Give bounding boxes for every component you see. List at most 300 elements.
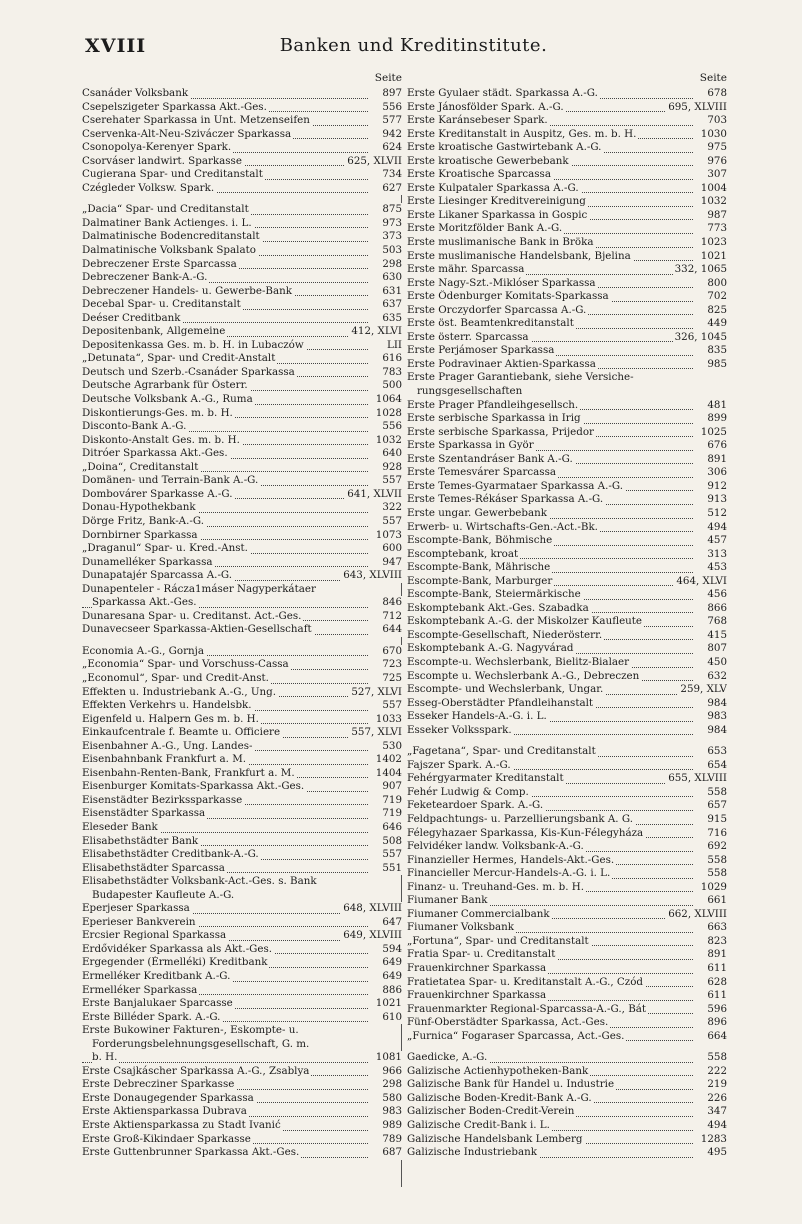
index-entry — [407, 548, 727, 562]
index-entry — [82, 542, 402, 556]
entry-name: Erste Aktiensparkassa Dubrava — [82, 1105, 247, 1118]
entry-name: Eisenstädter Bezirkssparkasse — [82, 793, 243, 806]
page-reference: 896 — [707, 1016, 727, 1029]
dot-leader — [82, 1062, 368, 1063]
page-reference: 558 — [707, 853, 727, 866]
index-entry — [82, 325, 402, 339]
entry-name: Elisabethstädter Sparcassa — [82, 861, 225, 874]
entry-name: „Furnica“ Fogaraser Sparcassa, Act.-Ges. — [407, 1029, 625, 1042]
page-reference: 456 — [707, 588, 727, 601]
index-entry — [407, 168, 727, 182]
page-reference: 719 — [382, 807, 402, 820]
entry-name: Dunapatajér Sparcassa A.-G. — [82, 569, 233, 582]
entry-name: Erste Liesinger Kreditvereinigung — [407, 195, 586, 208]
page-reference: 989 — [382, 1119, 402, 1132]
page-reference: 596 — [707, 1002, 727, 1015]
index-entry — [407, 399, 727, 413]
entry-name: Erste Guttenbrunner Sparkassa Akt.-Ges. — [82, 1146, 300, 1159]
entry-name: Escompte-Gesellschaft, Niederösterr. — [407, 628, 603, 641]
index-entry — [82, 1011, 402, 1025]
entry-name: Galizische Bank für Handel u. Industrie — [407, 1078, 615, 1091]
index-entry — [82, 155, 402, 169]
entry-name: Eisenbahnbank Frankfurt a. M. — [82, 753, 247, 766]
entry-name: Erste Banjalukaer Sparcasse — [82, 997, 233, 1010]
page-reference: 1028 — [375, 406, 402, 419]
page-reference: 415 — [707, 628, 727, 641]
entry-name: Escompte-Bank, Steiermärkische — [407, 588, 581, 601]
page-reference: 823 — [707, 934, 727, 947]
page-reference: 768 — [707, 615, 727, 628]
page-reference: 557 — [382, 514, 402, 527]
index-entry — [82, 285, 402, 299]
page-reference: 1073 — [375, 528, 402, 541]
index-entry — [82, 1065, 402, 1079]
entry-name: Einkaufcentrale f. Beamte u. Officiere — [82, 726, 281, 739]
index-entry — [407, 745, 727, 759]
entry-name: Escompte- und Wechslerbank, Ungar. — [407, 683, 604, 696]
index-entry — [407, 629, 727, 643]
page-reference: 627 — [382, 181, 402, 194]
entry-name: Eskomptebank Akt.-Ges. Szabadka — [407, 601, 589, 614]
index-entry — [82, 271, 402, 285]
index-entry — [407, 101, 727, 115]
index-entry — [407, 827, 727, 841]
page-reference: 494 — [707, 520, 727, 533]
index-entry — [82, 128, 402, 142]
entry-name: Ermelléker Kreditbank A.-G. — [82, 970, 231, 982]
page-reference: 875 — [382, 203, 402, 216]
index-entry — [82, 645, 402, 659]
index-entry — [82, 780, 402, 794]
entry-name: Erste serbische Sparkassa in Irig — [407, 412, 581, 425]
page-reference: 678 — [707, 87, 727, 99]
page-reference: 1021 — [700, 249, 727, 262]
entry-name: „Doina“, Creditanstalt — [82, 460, 199, 473]
page-reference: 1004 — [700, 181, 727, 194]
entry-name: Fratia Spar- u. Creditanstalt — [407, 948, 556, 961]
entry-name: Esseker Volksspark. — [407, 723, 512, 736]
page-reference: 891 — [707, 948, 727, 961]
page-reference: 1064 — [375, 393, 402, 406]
index-entry — [407, 263, 727, 277]
page-reference: 655, XLVIII — [668, 772, 727, 785]
page-reference: 976 — [707, 154, 727, 167]
page-reference: 556 — [382, 420, 402, 433]
page-reference: 825 — [707, 303, 727, 316]
index-entry — [407, 195, 727, 209]
index-entry — [407, 507, 727, 521]
index-entry — [82, 1024, 402, 1038]
entry-name: Ercsier Regional Sparkassa — [82, 929, 227, 942]
entry-name: Erste muslimanische Handelsbank, Bjelina — [407, 249, 631, 262]
index-entry — [82, 943, 402, 957]
index-entry — [407, 453, 727, 467]
index-entry — [82, 461, 402, 475]
index-entry — [407, 615, 727, 629]
page-reference: 773 — [707, 222, 727, 235]
index-entry-continuation — [82, 889, 402, 903]
index-entry — [82, 168, 402, 182]
page-reference: 347 — [707, 1105, 727, 1118]
index-entry — [407, 561, 727, 575]
page-number: XVIII — [85, 35, 147, 57]
page-reference: 641, XLVII — [347, 487, 402, 500]
page-reference: 866 — [707, 601, 727, 614]
entry-name: Ergegender (Érmelléki) Kreditbank — [82, 956, 268, 969]
entry-name: Escompte-Bank, Mährische — [407, 561, 551, 574]
index-entry — [82, 529, 402, 543]
page-reference: 807 — [707, 642, 727, 655]
entry-name: Eigenfeld u. Halpern Ges m. b. H. — [82, 712, 259, 725]
index-entry — [407, 670, 727, 684]
entry-name: Csepelszigeter Sparkassa Akt.-Ges. — [82, 100, 267, 113]
index-entry — [407, 277, 727, 291]
index-entry — [407, 894, 727, 908]
index-entry — [82, 447, 402, 461]
index-entry — [407, 1119, 727, 1133]
index-entry — [82, 87, 402, 101]
index-entry — [407, 799, 727, 813]
page-reference: 1021 — [375, 997, 402, 1010]
index-entry — [82, 217, 402, 231]
entry-name: Erste Jánosfölder Spark. A.-G. — [407, 100, 564, 113]
index-entry — [407, 962, 727, 976]
entry-name: Dombovárer Sparkasse A.-G. — [82, 487, 233, 500]
index-entry — [407, 575, 727, 589]
page-reference: 891 — [707, 452, 727, 465]
entry-name: Erste mähr. Sparcassa — [407, 263, 525, 276]
entry-name: Félegyhazaer Sparkassa, Kis-Kun-Félegyháza — [407, 826, 644, 839]
index-entry — [82, 182, 402, 196]
entry-name: Debreczener Bank-A.-G. — [82, 271, 208, 284]
entry-name: Erste Kulpataler Sparkassa A.-G. — [407, 181, 579, 194]
entry-name: Diskontierungs-Ges. m. b. H. — [82, 406, 233, 419]
index-entry — [407, 1016, 727, 1030]
entry-name: Disconto-Bank A.-G. — [82, 420, 187, 433]
entry-name: Frauenkirchner Sparkassa — [407, 962, 547, 974]
page-reference: 628 — [707, 975, 727, 988]
page-reference: 1032 — [700, 195, 727, 208]
entry-name: Escompte u. Wechslerbank A.-G., Debreczen — [407, 669, 640, 682]
entry-name: Eperjeser Sparkassa — [82, 902, 190, 915]
entry-name: „Dacia“ Spar- und Creditanstalt — [82, 203, 249, 216]
page-reference: 298 — [382, 257, 402, 270]
page-reference: 695, XLVIII — [668, 100, 727, 113]
entry-name: Fiumaner Bank — [407, 894, 488, 907]
page-reference: 611 — [707, 962, 727, 974]
page-reference: 657 — [707, 799, 727, 812]
index-entry — [82, 610, 402, 624]
entry-name: Dunaresana Spar- u. Creditanst. Act.-Ges. — [82, 609, 302, 622]
page-reference: 983 — [707, 710, 727, 723]
page-reference: 594 — [382, 942, 402, 955]
page-reference: 503 — [382, 244, 402, 257]
entry-name: Gaedicke, A.-G. — [407, 1051, 488, 1064]
entry-name: Fehérgyarmater Kreditanstalt — [407, 772, 564, 785]
entry-name: Elisabethstädter Bank — [82, 834, 199, 847]
entry-name: Erste öst. Beamtenkreditanstalt — [407, 317, 574, 330]
page-reference: 663 — [707, 921, 727, 934]
page-reference: 800 — [707, 276, 727, 289]
page-reference: 600 — [382, 542, 402, 555]
entry-name: Ditróer Sparkassa Akt.-Ges. — [82, 447, 228, 460]
index-entry — [82, 114, 402, 128]
index-entry — [407, 236, 727, 250]
entry-name: Effekten Verkehrs u. Handelsbk. — [82, 699, 252, 712]
index-entry — [407, 250, 727, 264]
page-reference: 580 — [382, 1091, 402, 1104]
entry-name: Galizische Boden-Kredit-Bank A.-G. — [407, 1091, 592, 1104]
index-entry — [407, 710, 727, 724]
entry-name: Galizischer Boden-Credit-Verein — [407, 1105, 575, 1118]
entry-name-continuation: Forderungsbelehnungsgesellschaft, G. m. — [92, 1037, 310, 1050]
index-entry — [407, 854, 727, 868]
entry-name: Erste Prager Pfandleihgesellsch. — [407, 398, 579, 411]
page-reference: 512 — [707, 506, 727, 519]
index-entry — [82, 658, 402, 672]
entry-name: Escompte-u. Wechslerbank, Bielitz-Bialaer — [407, 655, 630, 668]
entry-name: Esseker Handels-A.-G. i. L. — [407, 710, 547, 723]
page-reference: 662, XLVIII — [668, 907, 727, 920]
entry-name: Galizische Industriebank — [407, 1146, 537, 1159]
entry-name-continuation: Sparkassa Akt.-Ges. — [92, 596, 197, 609]
page-reference: 1030 — [700, 127, 727, 140]
entry-name: Deéser Creditbank — [82, 311, 181, 324]
index-entry — [82, 848, 402, 862]
index-entry — [82, 713, 402, 727]
entry-name: Erste Kreditanstalt in Auspitz, Ges. m. b. H. — [407, 127, 637, 140]
page-reference: 226 — [707, 1091, 727, 1104]
index-entry — [407, 840, 727, 854]
entry-name: Cservenka-Alt-Neu-Sziváczer Sparkassa — [82, 127, 292, 140]
index-entry — [407, 344, 727, 358]
index-entry — [407, 813, 727, 827]
index-entry — [407, 1146, 727, 1160]
page-reference: 306 — [707, 466, 727, 479]
page-reference: 966 — [382, 1064, 402, 1077]
page-reference: 611 — [707, 989, 727, 1002]
page-reference: 712 — [382, 609, 402, 622]
index-entry — [82, 488, 402, 502]
page-reference: 635 — [382, 311, 402, 324]
entry-name: Frauenmarkter Regional-Sparcassa-A.-G., Bát — [407, 1002, 647, 1015]
entry-name: Domänen- und Terrain-Bank A.-G. — [82, 474, 259, 487]
entry-name: Csonopolya-Kerenyer Spark. — [82, 141, 232, 154]
entry-name: Fünf-Oberstädter Sparkassa, Act.-Ges. — [407, 1016, 609, 1029]
page-reference: 886 — [382, 983, 402, 996]
page-reference: 649, XLVIII — [343, 929, 402, 942]
page-reference: 649 — [382, 970, 402, 982]
index-entry — [407, 304, 727, 318]
index-entry — [82, 393, 402, 407]
index-entry — [82, 203, 402, 217]
page-reference: 412, XLVI — [351, 325, 402, 338]
entry-name: Erste Temes-Gyarmataer Sparkassa A.-G. — [407, 479, 623, 492]
page-reference: 557, XLVI — [351, 726, 402, 739]
entry-name: Feketeardoer Spark. A.-G. — [407, 799, 544, 812]
entry-name: Eisenbahn-Renten-Bank, Frankfurt a. M. — [82, 766, 295, 779]
entry-name: „Economul“, Spar- und Credit-Anst. — [82, 671, 269, 684]
entry-name: b. H. — [92, 1051, 118, 1064]
page-reference: 644 — [382, 623, 402, 636]
index-entry — [407, 908, 727, 922]
page-reference: 453 — [707, 561, 727, 574]
entry-name-continuation: Budapester Kaufleute A.-G. — [92, 888, 235, 901]
index-entry — [407, 114, 727, 128]
entry-name: Finanzieller Hermes, Handels-Akt.-Ges. — [407, 853, 615, 866]
page-reference: 725 — [382, 671, 402, 684]
entry-name: Eperieser Bankverein — [82, 915, 196, 928]
entry-name: Erste Donaugegender Sparkassa — [82, 1091, 254, 1104]
page-reference: 298 — [382, 1078, 402, 1091]
page-reference: 719 — [382, 793, 402, 806]
index-entry — [407, 948, 727, 962]
entry-name: Donau-Hypothekbank — [82, 501, 196, 514]
entry-name: Erste Bukowiner Fakturen-, Eskompte- u. — [82, 1024, 299, 1037]
entry-name: Fiumaner Volksbank — [407, 921, 515, 934]
index-entry — [407, 1003, 727, 1017]
page-reference: 610 — [382, 1010, 402, 1023]
page-reference: 527, XLVI — [351, 685, 402, 698]
index-entry — [82, 956, 402, 970]
entry-name: Dornbirner Sparkassa — [82, 528, 198, 541]
page-reference: 973 — [382, 216, 402, 229]
page-reference: 983 — [382, 1105, 402, 1118]
index-entry — [407, 317, 727, 331]
page-reference: 632 — [707, 669, 727, 682]
entry-name: Effekten u. Industriebank A.-G., Ung. — [82, 685, 277, 698]
page-reference: 373 — [382, 230, 402, 243]
index-entry — [407, 989, 727, 1003]
entry-name: Feldpachtungs- u. Parzellierungsbank A. G. — [407, 812, 633, 825]
index-entry — [407, 493, 727, 507]
page-reference: 648, XLVIII — [343, 902, 402, 915]
index-entry — [407, 521, 727, 535]
page-reference: 322 — [382, 501, 402, 514]
index-entry — [82, 835, 402, 849]
entry-name: Eskomptebank A.-G. Nagyvárad — [407, 642, 574, 655]
index-entry — [407, 759, 727, 773]
index-column-right — [407, 70, 727, 1160]
page-reference: 558 — [707, 785, 727, 798]
entry-name: Fratietatea Spar- u. Kreditanstalt A.-G., Czód — [407, 975, 644, 988]
entry-name: Czégleder Volksw. Spark. — [82, 181, 215, 194]
page-reference: 703 — [707, 114, 727, 127]
index-entry — [82, 407, 402, 421]
entry-name: Eisenburger Komitats-Sparkassa Akt.-Ges. — [82, 780, 305, 793]
entry-name: Erste Nagy-Szt.-Miklóser Sparkassa — [407, 276, 596, 289]
index-entry — [82, 740, 402, 754]
page-reference: 1023 — [700, 236, 727, 249]
entry-name: „Draganul“ Spar- u. Kred.-Anst. — [82, 542, 248, 555]
index-entry — [82, 794, 402, 808]
entry-name: Dörge Fritz, Bank-A.-G. — [82, 514, 204, 527]
index-entry — [407, 480, 727, 494]
entry-name: Dunamelléker Sparkassa — [82, 555, 213, 568]
page-reference: 716 — [707, 826, 727, 839]
page-reference: 1404 — [375, 766, 402, 779]
page-reference: 1283 — [700, 1132, 727, 1145]
page-reference: 789 — [382, 1132, 402, 1145]
entry-name: Elisabethstädter Volksbank-Act.-Ges. s. Bank — [82, 875, 317, 888]
index-column-left — [82, 70, 402, 1160]
index-entry — [82, 902, 402, 916]
entry-name: Erste Szentandráser Bank A.-G. — [407, 452, 573, 465]
page-reference: 646 — [382, 820, 402, 833]
page-reference: 907 — [382, 780, 402, 793]
page-title: Banken und Kreditinstitute. — [279, 35, 548, 56]
entry-name: Erste Ödenburger Komitats-Sparkassa — [407, 290, 609, 303]
page-reference: 947 — [382, 555, 402, 568]
page-reference: 558 — [707, 867, 727, 880]
page-reference: 687 — [382, 1146, 402, 1159]
page-reference: 654 — [707, 758, 727, 771]
index-entry — [82, 474, 402, 488]
entry-name: Csanáder Volksbank — [82, 87, 189, 99]
index-entry — [82, 875, 402, 889]
entry-name: Eskomptebank A.-G. der Miskolzer Kaufleute — [407, 615, 643, 628]
page-reference: 481 — [707, 398, 727, 411]
entry-name: Fehér Ludwig & Comp. — [407, 785, 529, 798]
page-reference: 557 — [382, 474, 402, 487]
entry-name: Frauenkirchner Sparkassa — [407, 989, 547, 1002]
index-entry — [407, 222, 727, 236]
index-entry — [82, 230, 402, 244]
index-entry — [407, 881, 727, 895]
page-reference: 450 — [707, 655, 727, 668]
page-reference: 846 — [382, 596, 402, 609]
page-reference: 625, XLVII — [347, 154, 402, 167]
index-entry — [82, 1133, 402, 1147]
entry-name: Escompte-Bank, Marburger — [407, 574, 553, 587]
page-reference: 637 — [382, 298, 402, 311]
index-entry — [407, 155, 727, 169]
entry-name: Erste Moritzfölder Bank A.-G. — [407, 222, 563, 235]
entry-name: Escomptebank, kroat — [407, 547, 519, 560]
index-entry — [407, 588, 727, 602]
index-entry-continuation — [82, 596, 402, 610]
index-entry — [407, 290, 727, 304]
entry-name: Eisenstädter Sparkassa — [82, 807, 206, 820]
index-entry — [407, 358, 727, 372]
entry-name: „Fagetana“, Spar- und Creditanstalt — [407, 745, 596, 758]
index-entry — [407, 412, 727, 426]
index-entry — [407, 921, 727, 935]
entry-name: Erste Billéder Spark. A.-G. — [82, 1010, 221, 1023]
index-entry — [82, 141, 402, 155]
index-entry — [82, 420, 402, 434]
entry-name: Erste Prager Garantiebank, siehe Versiche- — [407, 371, 634, 384]
entry-name: Galizische Credit-Bank i. L. — [407, 1119, 550, 1132]
index-entry — [407, 976, 727, 990]
index-entry — [407, 1105, 727, 1119]
entry-name: Erste kroatische Gastwirtebank A.-G. — [407, 141, 602, 154]
page-reference: 1081 — [375, 1051, 402, 1064]
index-entry — [407, 602, 727, 616]
page-reference: 332, 1065 — [674, 263, 727, 276]
entry-name: Depositenbank, Allgemeine — [82, 325, 226, 338]
page-reference: 664 — [707, 1029, 727, 1042]
entry-name: „Fortuna“, Spar- und Creditanstalt — [407, 934, 589, 947]
entry-name: Erdővidéker Sparkassa als Akt.-Ges. — [82, 942, 273, 955]
entry-name: Finanz- u. Treuhand-Ges. m. b. H. — [407, 880, 585, 893]
entry-name: Erste österr. Sparcassa — [407, 330, 529, 343]
entry-name: Eisenbahner A.-G., Ung. Landes- — [82, 739, 253, 752]
index-entry — [407, 534, 727, 548]
page-reference: LII — [387, 338, 402, 351]
index-entry — [82, 984, 402, 998]
index-entry — [82, 366, 402, 380]
